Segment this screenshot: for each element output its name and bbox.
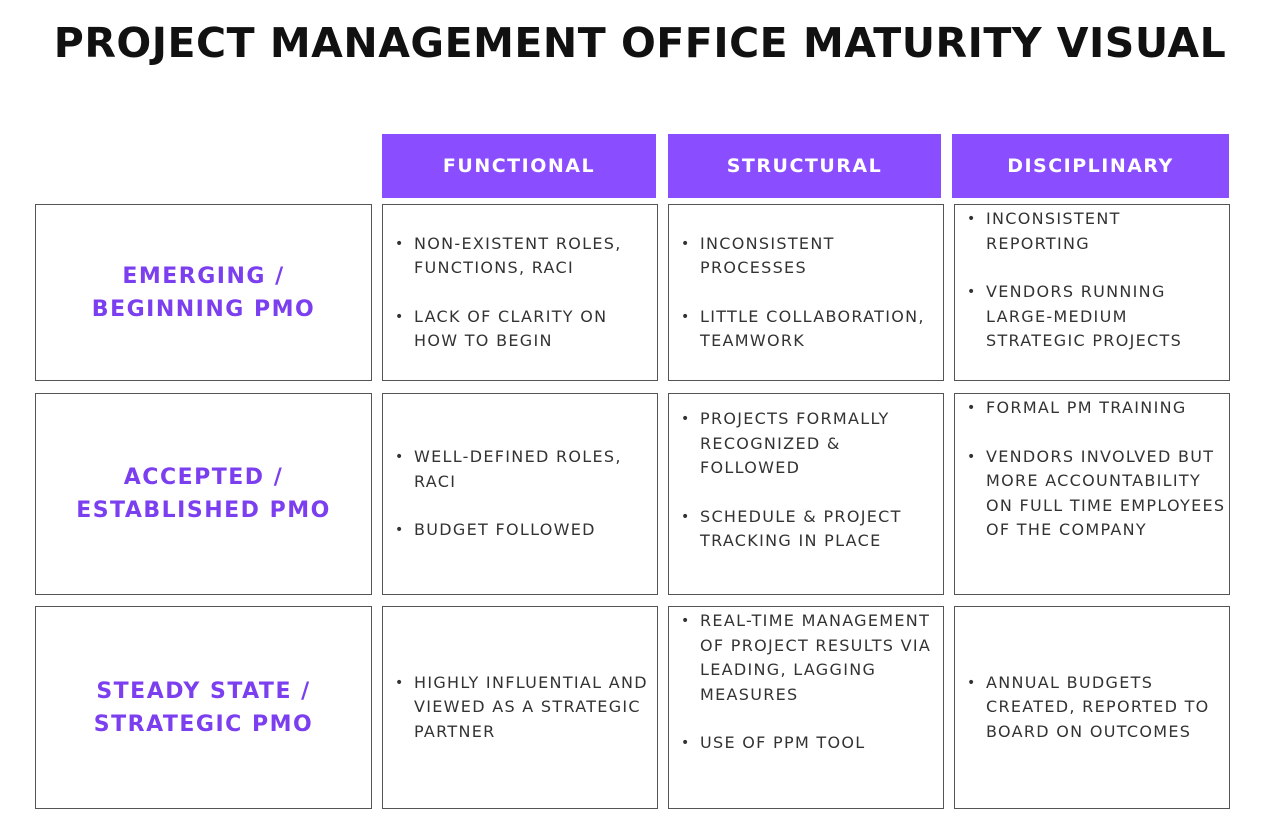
bullet-list [967,671,1223,745]
list-item: • LITTLE COLLABORATION, TEAMWORK [681,305,937,354]
row-label: EMERGING / BEGINNING PMO [91,263,316,322]
bullet-list [395,445,651,543]
bullet-list [967,207,1223,354]
list-item: • PROJECTS FORMALLY RECOGNIZED & FOLLOWED [681,407,937,481]
list-item: • VENDORS INVOLVED BUT MORE ACCOUNTABILITY ON FULL TIME EMPLOYEES OF THE COMPANY [967,445,1227,543]
page-title: PROJECT MANAGEMENT OFFICE MATURITY VISUAL [53,19,1227,67]
list-item: • NON-EXISTENT ROLES, FUNCTIONS, RACI [395,232,651,281]
list-item: • VENDORS RUNNING LARGE-MEDIUM STRATEGIC PROJECTS [967,280,1223,354]
column-header-disciplinary [952,134,1229,198]
row-label-cell-steady [35,606,372,809]
cell-emerging-disciplinary [954,204,1230,381]
cell-accepted-functional [382,393,658,595]
cell-steady-structural [668,606,944,809]
cell-accepted-disciplinary [954,393,1230,595]
bullet-list [967,396,1227,543]
column-header-functional [382,134,656,198]
cell-steady-functional [382,606,658,809]
bullet-list [681,609,937,756]
list-item: • WELL-DEFINED ROLES, RACI [395,445,651,494]
column-header-structural [668,134,941,198]
bullet-list [681,407,937,554]
column-header-label: DISCIPLINARY [1007,155,1174,177]
row-label: ACCEPTED / ESTABLISHED PMO [76,465,331,523]
bullet-list [395,671,651,745]
cell-accepted-structural [668,393,944,595]
list-item: • LACK OF CLARITY ON HOW TO BEGIN [395,305,651,354]
cell-emerging-functional [382,204,658,381]
row-label: STEADY STATE / STRATEGIC PMO [93,678,314,737]
cell-steady-disciplinary [954,606,1230,809]
row-label-cell-emerging [35,204,372,381]
cell-emerging-structural [668,204,944,381]
row-label-cell-accepted [35,393,372,595]
list-item: • BUDGET FOLLOWED [395,518,651,543]
list-item: • USE OF PPM TOOL [681,731,937,756]
list-item: • SCHEDULE & PROJECT TRACKING IN PLACE [681,505,937,554]
list-item: • HIGHLY INFLUENTIAL AND VIEWED AS A STRATEGIC PARTNER [395,671,651,745]
column-header-label: STRUCTURAL [726,155,883,177]
bullet-list [395,232,651,354]
list-item: • INCONSISTENT REPORTING [967,207,1223,256]
list-item: • REAL-TIME MANAGEMENT OF PROJECT RESULTS VIA LEADING, LAGGING MEASURES [681,609,937,707]
bullet-list [681,232,937,354]
list-item: • INCONSISTENT PROCESSES [681,232,937,281]
list-item: • ANNUAL BUDGETS CREATED, REPORTED TO BOARD ON OUTCOMES [967,671,1223,745]
list-item: • FORMAL PM TRAINING [967,396,1227,421]
column-header-label: FUNCTIONAL [442,155,596,177]
